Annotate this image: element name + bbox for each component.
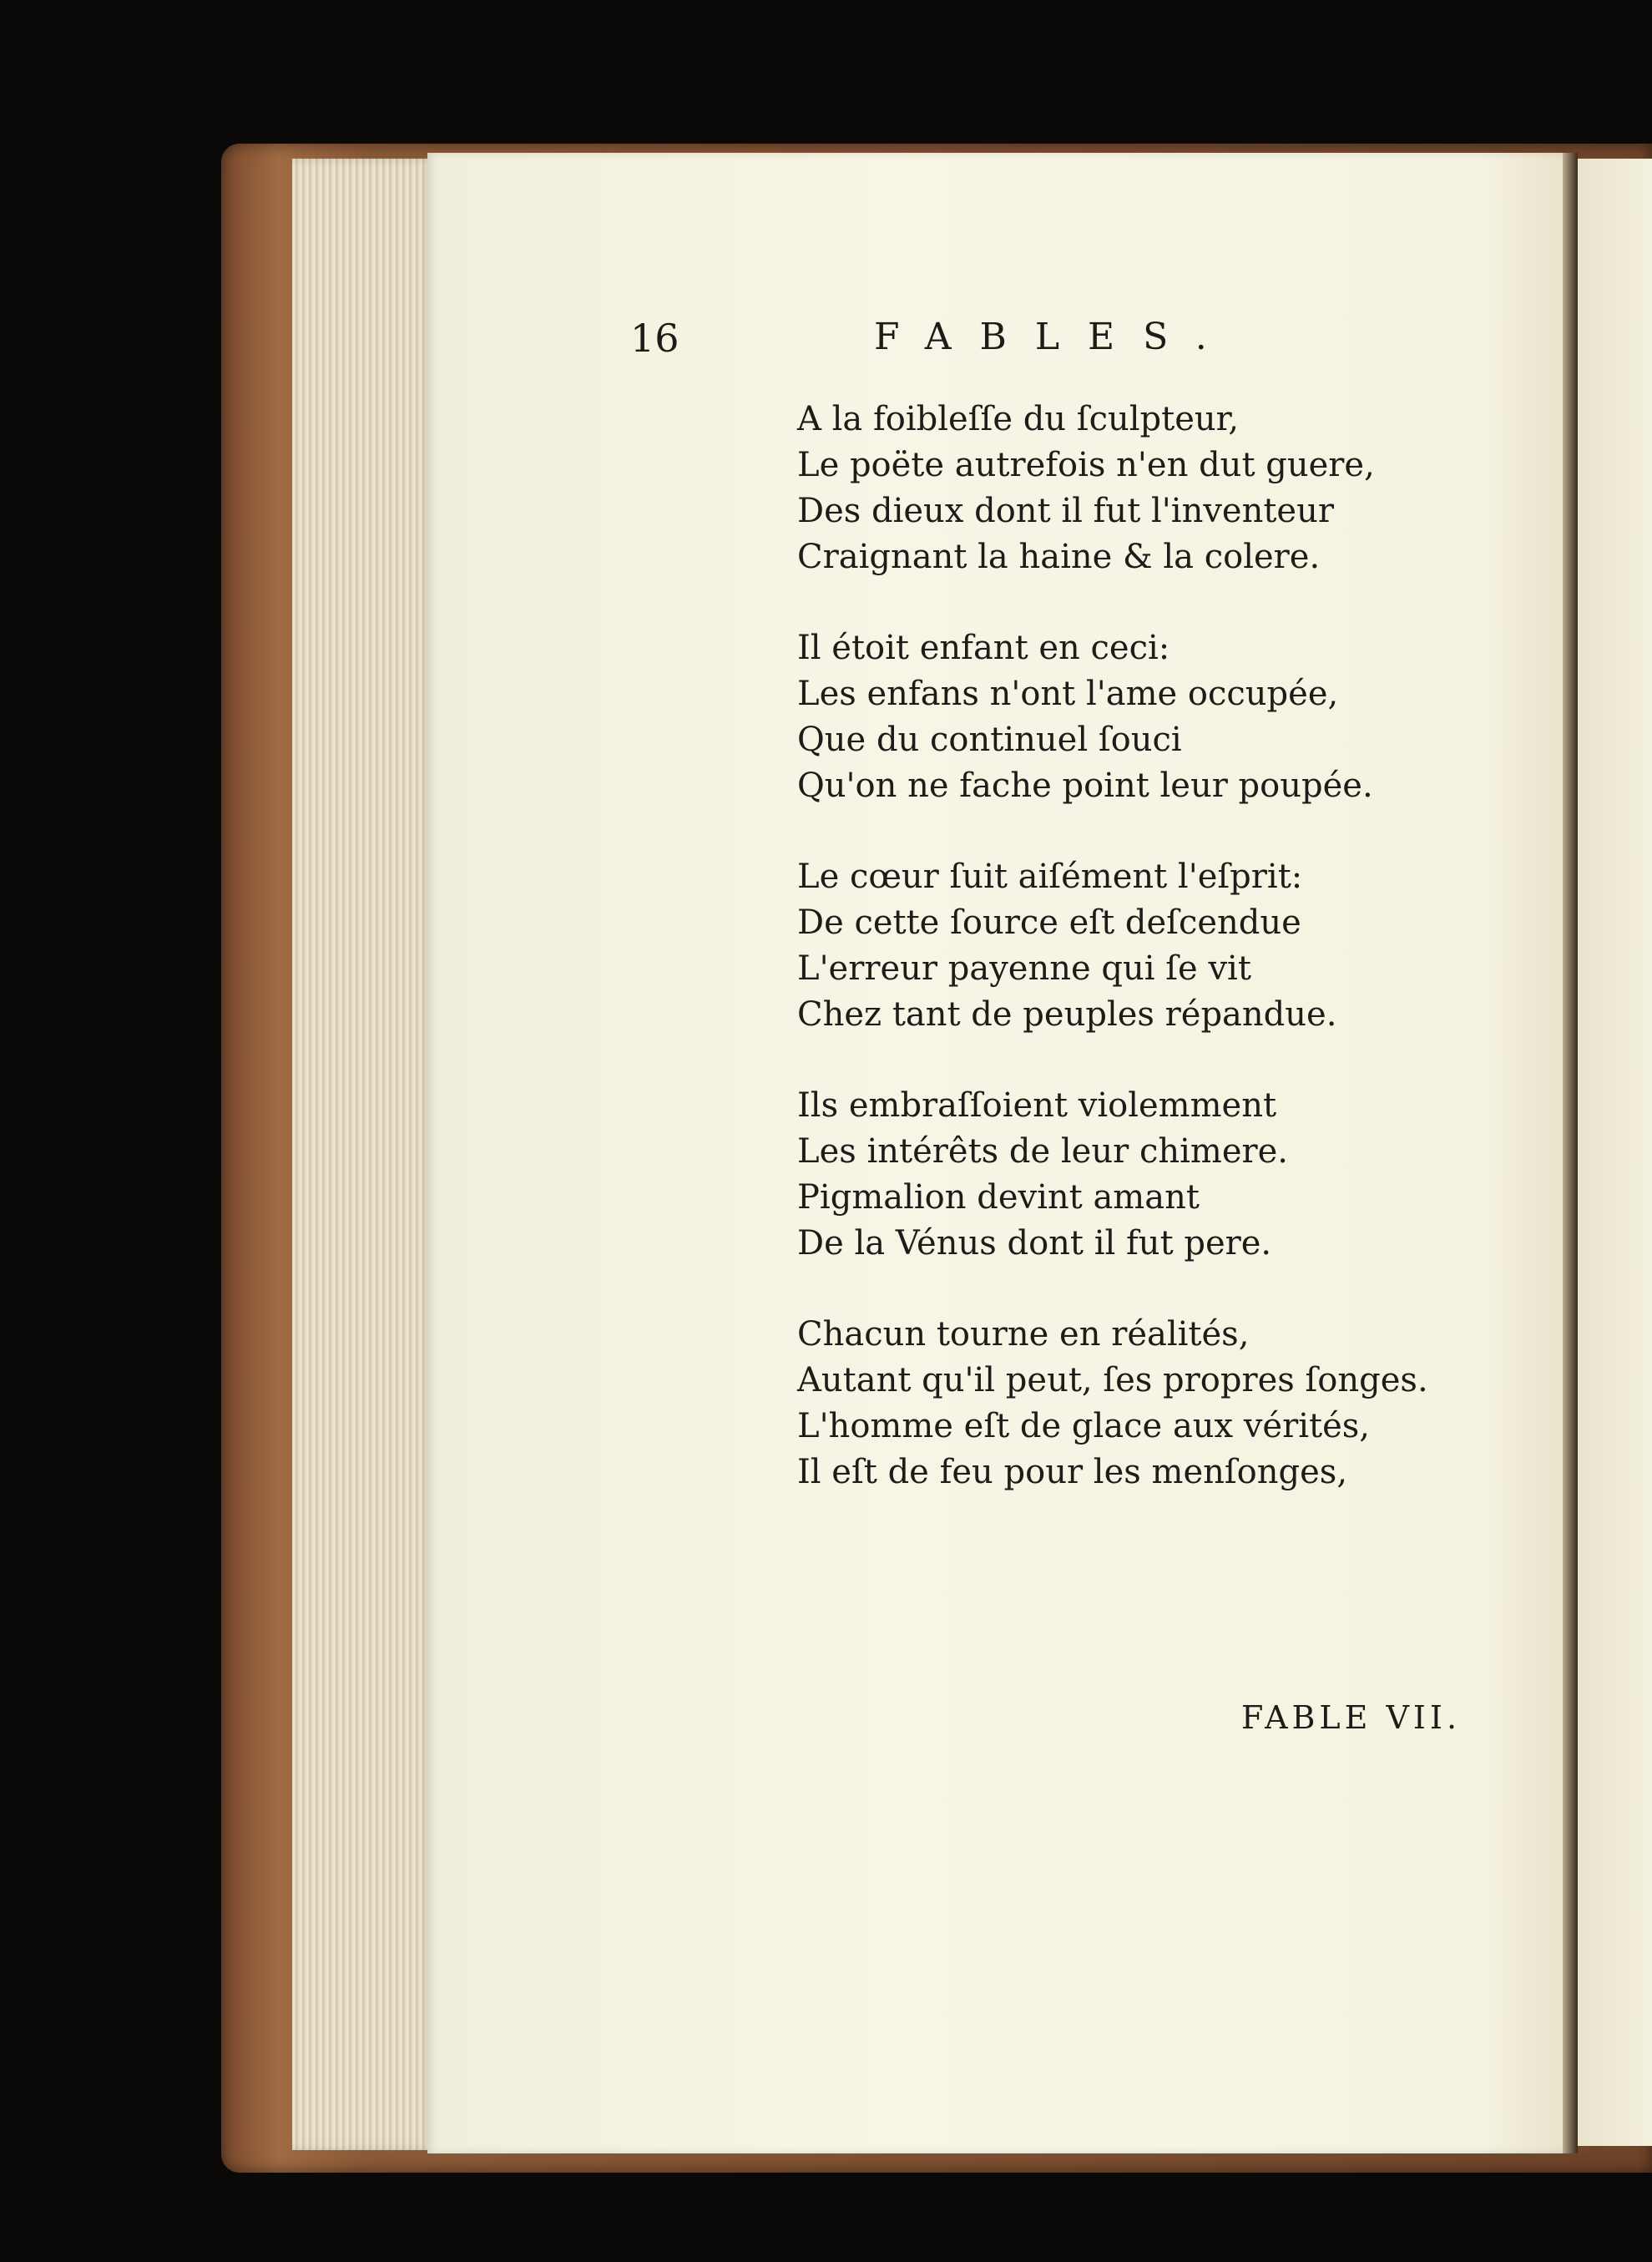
book-gutter: [1563, 153, 1578, 2153]
verse-line: Chez tant de peuples répandue.: [797, 995, 1337, 1034]
verse-line: Il eſt de feu pour les menſonges,: [797, 1453, 1348, 1491]
verse-line: Le poëte autrefois n'en dut guere,: [797, 446, 1375, 484]
verse-line: Chacun tourne en réalités,: [797, 1315, 1250, 1354]
verse-line: Il étoit enfant en ceci:: [797, 629, 1170, 667]
stanza-3: [797, 854, 1482, 1038]
verse-line: Ils embraſſoient violemment: [797, 1086, 1277, 1125]
page-edges: [292, 159, 434, 2150]
verse-line: Autant qu'il peut, ſes propres ſonges.: [797, 1361, 1428, 1399]
verse-line: Le cœur ſuit aiſément l'eſprit:: [797, 858, 1303, 896]
facing-page-edge: [1576, 159, 1652, 2146]
stanza-4: [797, 1083, 1482, 1267]
catchword: FABLE VII.: [1241, 1699, 1462, 1736]
verse-line: Les enfans n'ont l'ame occupée,: [797, 675, 1339, 713]
verse-line: A la foibleſſe du ſculpteur,: [797, 400, 1240, 438]
verse-line: Que du continuel ſouci: [797, 721, 1182, 759]
stanza-5: [797, 1312, 1482, 1495]
page-header: [630, 316, 1248, 366]
stanza-1: [797, 397, 1482, 580]
poem: [797, 397, 1482, 1541]
verse-line: Qu'on ne fache point leur poupée.: [797, 767, 1373, 805]
page-number: 16: [630, 316, 679, 361]
verse-line: Pigmalion devint amant: [797, 1178, 1200, 1217]
running-title: FABLES.: [874, 316, 1235, 358]
stanza-2: [797, 625, 1482, 809]
verse-line: Les intérêts de leur chimere.: [797, 1132, 1289, 1171]
verse-line: Des dieux dont il fut l'inventeur: [797, 492, 1334, 530]
verse-line: De cette ſource eſt deſcendue: [797, 903, 1301, 942]
verse-line: L'homme eſt de glace aux vérités,: [797, 1407, 1370, 1445]
verse-line: De la Vénus dont il fut pere.: [797, 1224, 1272, 1263]
verse-line: L'erreur payenne qui ſe vit: [797, 949, 1251, 988]
verse-line: Craignant la haine & la colere.: [797, 538, 1321, 576]
